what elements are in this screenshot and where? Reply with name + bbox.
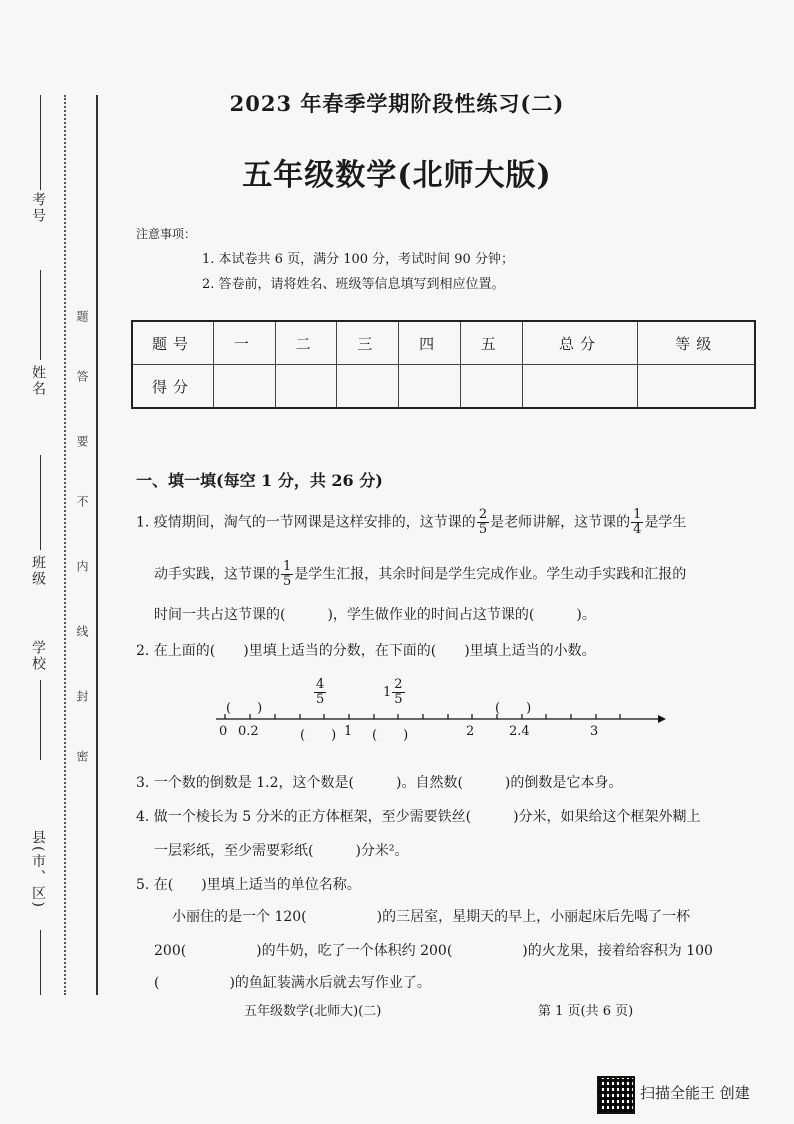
binding-solid-line xyxy=(96,95,98,995)
footer-page-number: 第 1 页(共 6 页) xyxy=(538,1004,634,1019)
score-header-cell: 三 xyxy=(337,321,399,365)
field-label-exam-no: 考号 xyxy=(30,192,46,224)
tick-label: 0 xyxy=(219,724,228,739)
score-table-header-row xyxy=(132,321,755,365)
question-5-line-3: ( )的鱼缸装满水后就去写作业了。 xyxy=(154,975,431,991)
warning-char: 内 xyxy=(75,560,89,572)
section-title: 一、填一填(每空 1 分，共 26 分) xyxy=(136,471,383,490)
exam-title: 2023 年春季学期阶段性练习(二) xyxy=(229,91,565,116)
notice-heading: 注意事项： xyxy=(136,227,197,241)
score-cell[interactable] xyxy=(460,365,522,409)
fraction-1-5: $\frac{1}{5}$ xyxy=(283,559,292,589)
tick-label: 2.4 xyxy=(509,724,530,739)
notice-item: 2. 答卷前，请将姓名、班级等信息填写到相应位置。 xyxy=(202,277,505,292)
score-header-cell: 一 xyxy=(214,321,276,365)
score-cell[interactable] xyxy=(638,365,755,409)
field-label-class: 班级 xyxy=(30,555,46,587)
score-cell[interactable] xyxy=(399,365,461,409)
field-label-name: 姓名 xyxy=(30,365,46,397)
question-3: 3. 一个数的倒数是 1.2，这个数是( )。自然数( )的倒数是它本身。 xyxy=(136,775,623,791)
score-header-cell: 总分 xyxy=(522,321,638,365)
score-header-cell: 题号 xyxy=(132,321,214,365)
notice-item: 1. 本试卷共 6 页，满分 100 分，考试时间 90 分钟； xyxy=(202,252,514,267)
footer-subject: 五年级数学(北师大)(二) xyxy=(244,1004,382,1019)
blank-lower[interactable]: ( ) xyxy=(300,728,337,743)
field-line-school xyxy=(40,680,41,760)
question-2: 2. 在上面的( )里填上适当的分数，在下面的( )里填上适当的小数。 xyxy=(136,643,596,659)
qr-code-icon xyxy=(597,1076,635,1114)
field-line-name xyxy=(40,270,41,360)
score-header-cell: 等级 xyxy=(638,321,755,365)
warning-char: 密 xyxy=(75,750,89,762)
score-header-cell: 五 xyxy=(460,321,522,365)
question-4-line-2: 一层彩纸，至少需要彩纸( )分米²。 xyxy=(154,843,409,859)
fraction-1-4: $\frac{1}{4}$ xyxy=(633,507,642,537)
tick-label: 2 xyxy=(466,724,475,739)
notice-block xyxy=(136,222,514,297)
score-cell[interactable] xyxy=(214,365,276,409)
score-row-label: 得分 xyxy=(132,365,214,409)
warning-char: 题 xyxy=(75,310,89,322)
binding-dotted-line xyxy=(64,95,66,995)
number-line-arrow xyxy=(658,715,666,723)
blank-upper[interactable]: ( ) xyxy=(226,701,263,716)
score-table xyxy=(131,320,756,409)
warning-char: 线 xyxy=(75,625,89,637)
score-cell[interactable] xyxy=(337,365,399,409)
number-line-ticks xyxy=(225,714,620,719)
tick-label: 1 xyxy=(344,724,353,739)
tick-label: 3 xyxy=(590,724,599,739)
score-cell[interactable] xyxy=(522,365,638,409)
warning-char: 不 xyxy=(75,495,89,507)
score-header-cell: 二 xyxy=(275,321,337,365)
score-header-cell: 四 xyxy=(399,321,461,365)
number-line xyxy=(210,672,670,742)
field-label-county: 县(市、区) xyxy=(30,830,46,909)
upper-fraction-4-5: $\frac{4}{5}$ xyxy=(316,677,325,707)
question-5-line-2: 200( )的牛奶，吃了一个体积约 200( )的火龙果，接着给容积为 100 xyxy=(154,943,713,959)
question-1-line-1: 1. 疫情期间，淘气的一节网课是这样安排的，这节课的 $\frac{2}{5}$ 是老师讲解，这节课的 $\frac{1}{4}$ 是学生 xyxy=(136,507,687,537)
field-line-class xyxy=(40,455,41,550)
question-1-line-3: 时间一共占这节课的( )，学生做作业的时间占这节课的( )。 xyxy=(154,607,596,623)
score-table-score-row xyxy=(132,365,755,409)
question-5-line-1: 小丽住的是一个 120( )的三居室，星期天的早上，小丽起床后先喝了一杯 xyxy=(172,909,691,925)
tick-label: 0.2 xyxy=(238,724,259,739)
question-1-line-2: 动手实践，这节课的 $\frac{1}{5}$ 是学生汇报，其余时间是学生完成作业。学生动手实践和汇报的 xyxy=(154,559,687,589)
warning-char: 封 xyxy=(75,690,89,702)
warning-char: 要 xyxy=(75,435,89,447)
question-4-line-1: 4. 做一个棱长为 5 分米的正方体框架，至少需要铁丝( )分米，如果给这个框架外糊上 xyxy=(136,809,701,825)
blank-lower[interactable]: ( ) xyxy=(372,728,409,743)
blank-upper[interactable]: ( ) xyxy=(495,701,532,716)
scanner-watermark: 扫描全能王 创建 xyxy=(640,1084,750,1102)
field-label-school: 学校 xyxy=(30,640,46,672)
field-line-county xyxy=(40,930,41,995)
upper-mixed-1-2-5: 1 $\frac{2}{5}$ xyxy=(383,677,403,707)
score-cell[interactable] xyxy=(275,365,337,409)
question-5: 5. 在( )里填上适当的单位名称。 xyxy=(136,877,361,893)
subject-title: 五年级数学(北师大版) xyxy=(242,158,552,193)
warning-char: 答 xyxy=(75,370,89,382)
fraction-2-5: $\frac{2}{5}$ xyxy=(478,507,488,537)
